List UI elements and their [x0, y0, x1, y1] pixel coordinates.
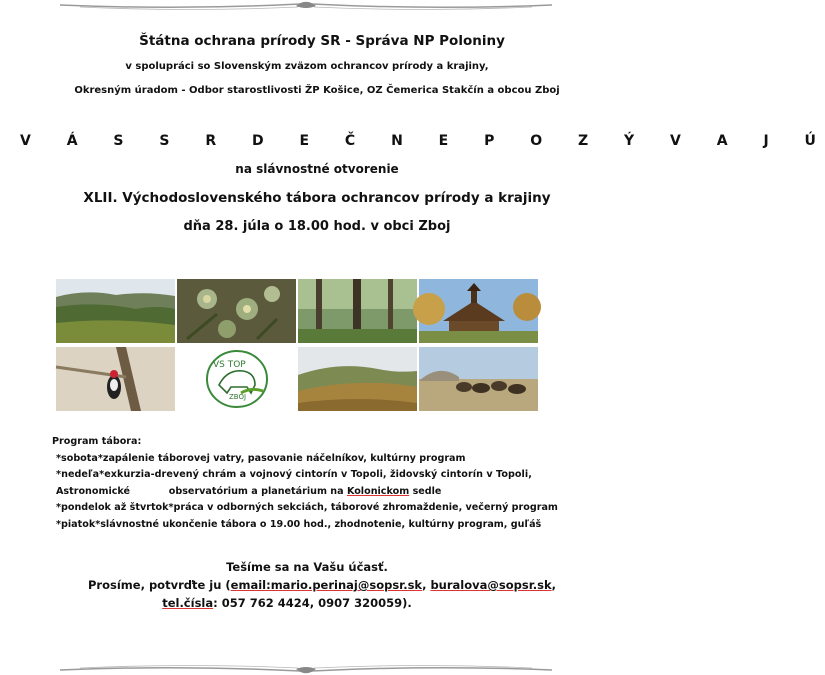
- wooden-church-photo: [419, 279, 538, 343]
- program-friday: *piatok*slávnostné ukončenie tábora o 19.00 hod., zhodnotenie, kultúrny program, guľáš: [56, 518, 542, 530]
- top-ornament: [60, 0, 552, 14]
- occasion-line: na slávnostné otvorenie: [235, 162, 399, 176]
- program-sedlo-word: sedle: [412, 485, 442, 497]
- camp-logo: [177, 347, 296, 411]
- partners-line-2: Okresným úradom - Odbor starostlivosti ŽP Košice, OZ Čemerica Stakčín a obcou Zboj: [74, 85, 560, 96]
- invitation-headline: V Á S S R D E Č N E P O Z Ý V A J Ú: [20, 133, 825, 149]
- hellebore-flowers-photo: [177, 279, 296, 343]
- logo-text-bottom: ZBOJ: [229, 393, 247, 401]
- looking-forward-line: Tešíme sa na Vašu účasť.: [226, 560, 388, 574]
- phone-numbers: : 057 762 4424, 0907 320059).: [213, 596, 412, 610]
- program-sunday: *nedeľa*exkurzia-drevený chrám a vojnový cintorín v Topoli, židovský cintorín v Topoli,: [56, 469, 532, 480]
- program-kolonicky-word: Kolonickom: [346, 485, 410, 497]
- confirm-text: Prosíme, potvrďte ju (: [88, 578, 231, 592]
- confirm-sep: ,: [422, 578, 431, 592]
- confirm-comma: ,: [551, 578, 556, 592]
- program-observatory-text: observatórium a planetárium na: [168, 485, 344, 497]
- program-title: Program tábora:: [52, 436, 142, 447]
- forest-trees-photo: [298, 279, 417, 343]
- partners-line-1: v spolupráci so Slovenským zväzom ochrancov prírody a krajiny,: [125, 61, 489, 72]
- program-astronomical-word: Astronomické: [56, 485, 131, 497]
- landscape-hills-photo: [56, 279, 175, 343]
- photo-collage: [56, 279, 540, 411]
- phone-line: [0, 596, 614, 610]
- bison-herd-photo: [419, 347, 538, 411]
- meadow-ridge-photo: [298, 347, 417, 411]
- program-sunday-cont: [56, 484, 562, 501]
- event-date-place: dňa 28. júla o 18.00 hod. v obci Zboj: [183, 219, 451, 234]
- phone-label: tel.čísla: [162, 596, 214, 610]
- program-saturday: *sobota*zapálenie táborovej vatry, pasovanie náčelníkov, kultúrny program: [56, 452, 466, 464]
- email-link-2[interactable]: buralova@sopsr.sk: [430, 578, 552, 592]
- email-link-1[interactable]: email:mario.perinaj@sopsr.sk: [230, 578, 423, 592]
- program-monday-thursday: *pondelok až štvrtok*práca v odborných sekciách, táborové zhromaždenie, večerný program: [56, 502, 558, 513]
- event-title: XLII. Východoslovenského tábora ochrancov prírody a krajiny: [83, 190, 551, 206]
- program-section: [52, 434, 562, 533]
- bottom-ornament: [60, 661, 552, 675]
- logo-text-top: VS TOP: [213, 360, 246, 370]
- organizer-title: Štátna ochrana prírody SR - Správa NP Poloniny: [139, 33, 505, 49]
- woodpecker-photo: [56, 347, 175, 411]
- confirm-line: [0, 578, 614, 592]
